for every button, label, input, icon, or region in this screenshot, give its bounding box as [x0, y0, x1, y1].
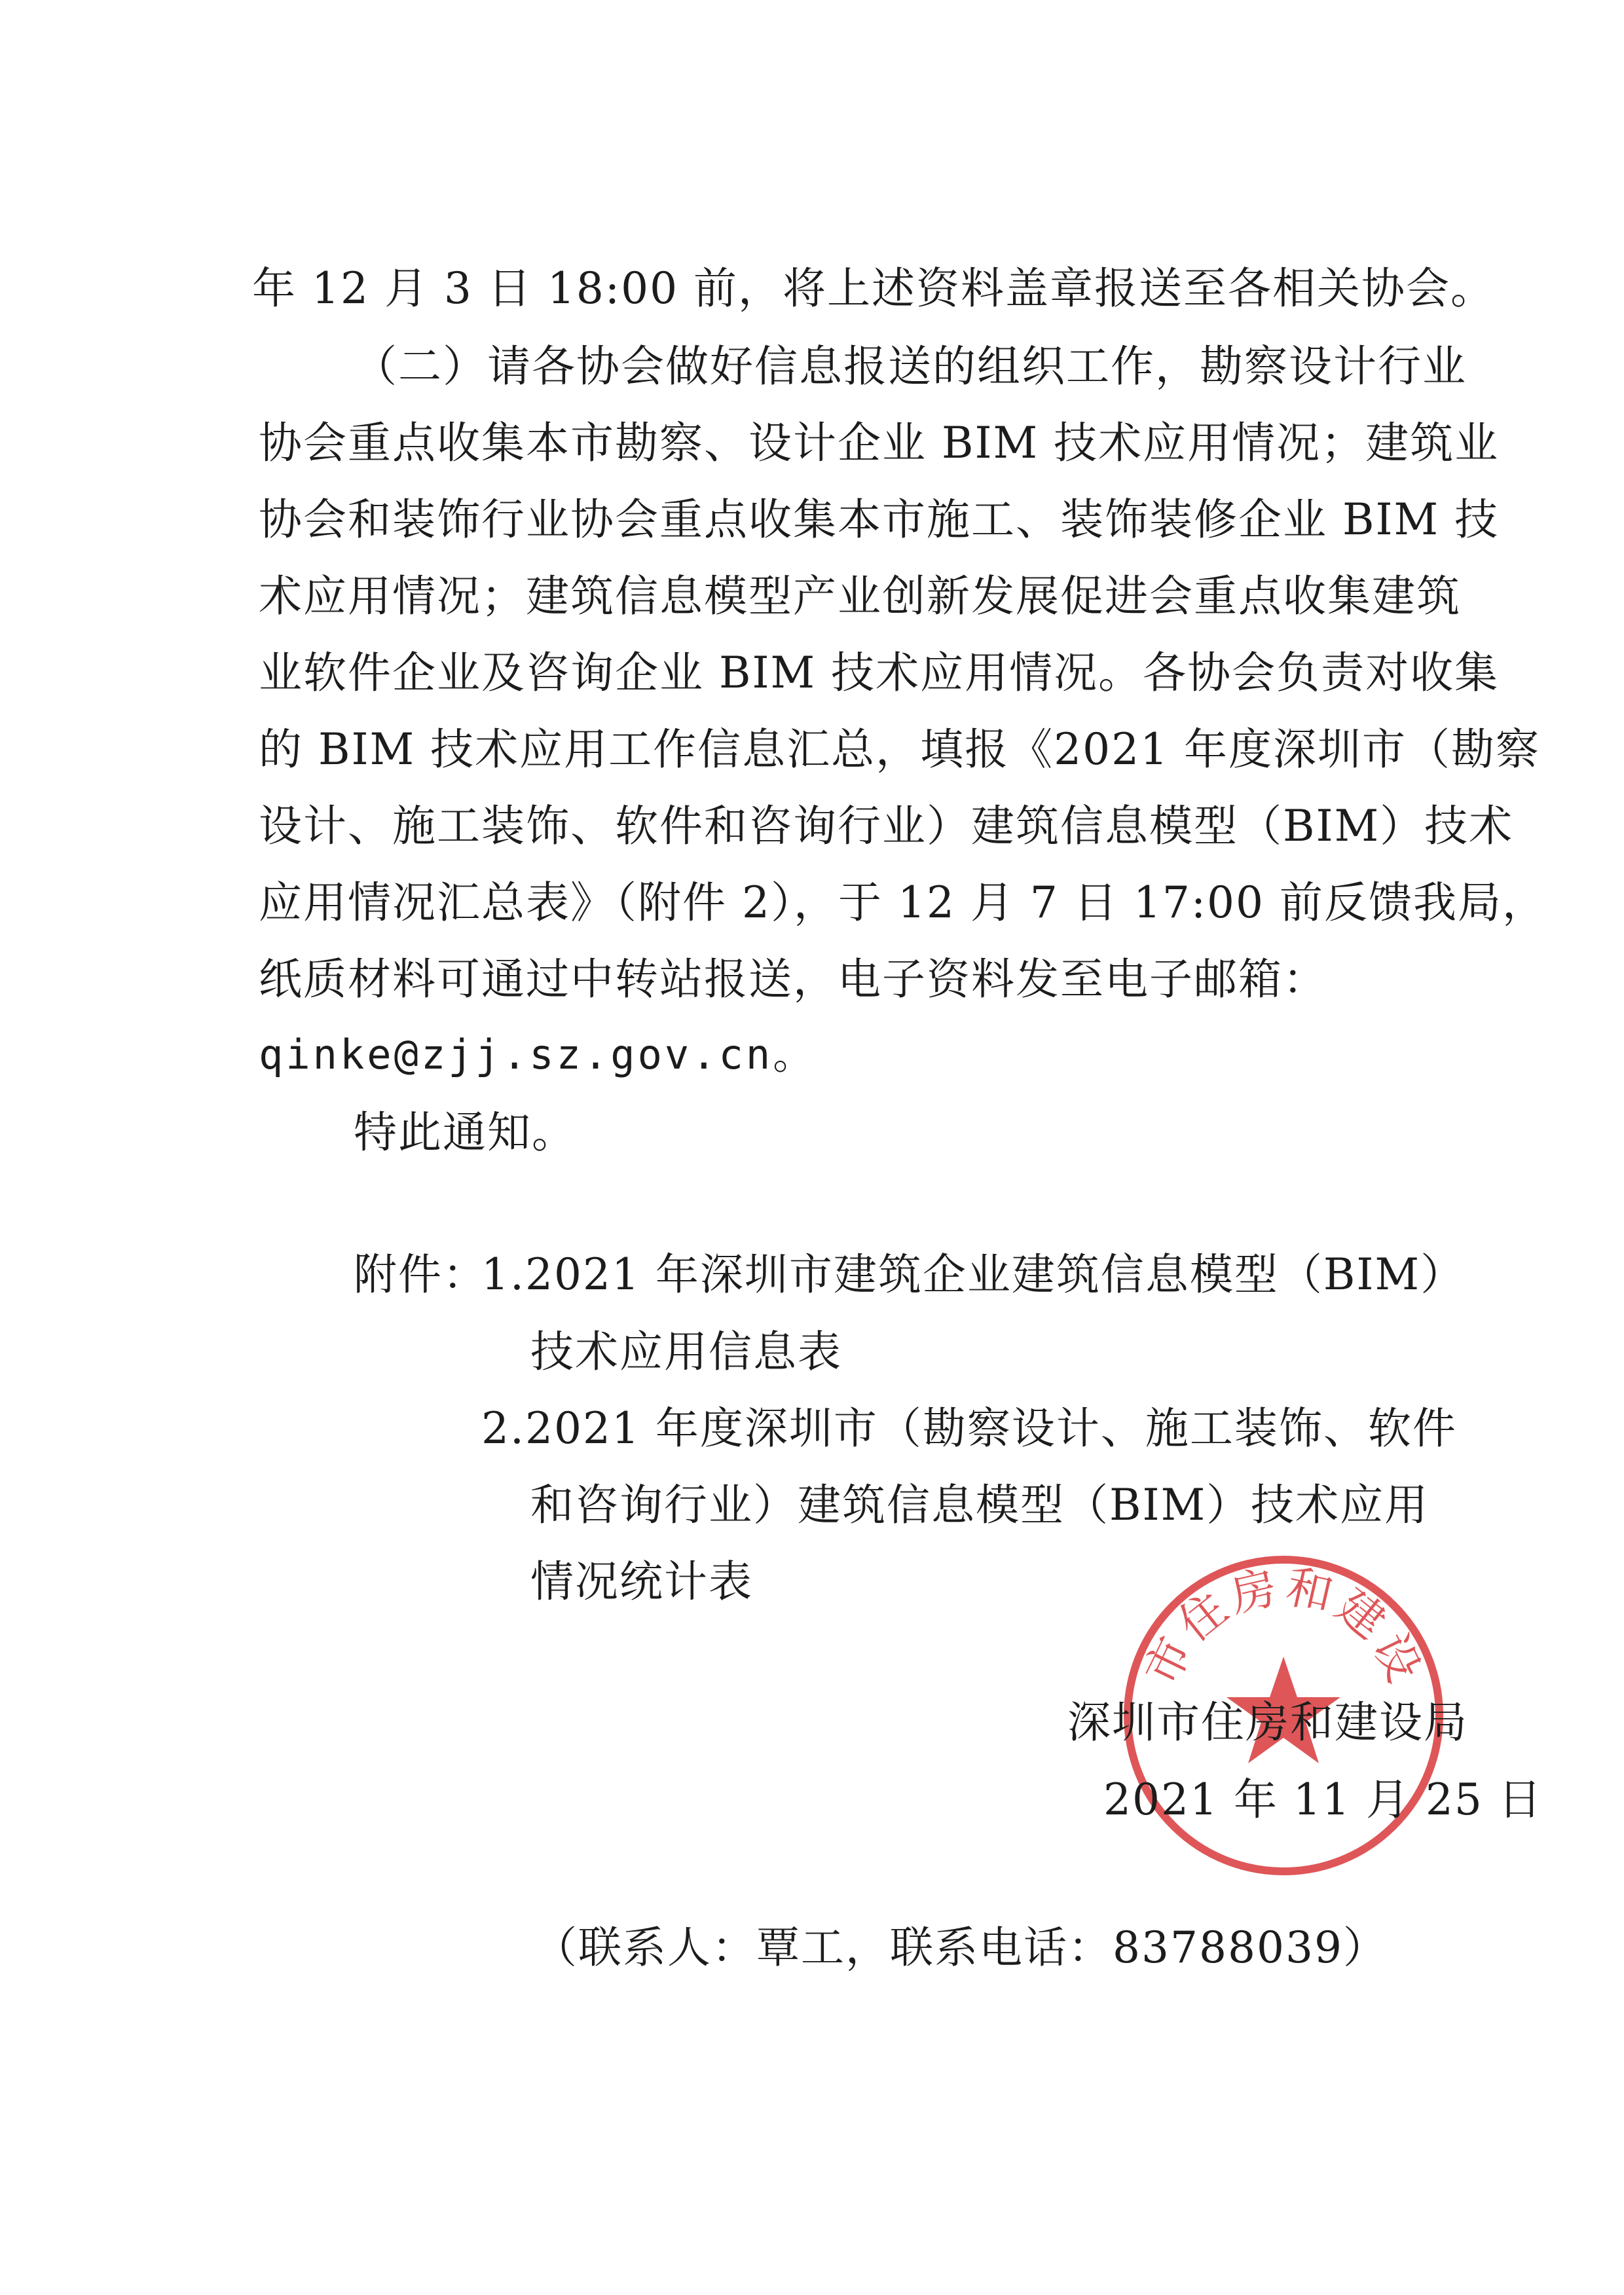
email-address: qinke@zjj.sz.gov.cn。 — [259, 1031, 817, 1078]
body-line: 术应用情况；建筑信息模型产业创新发展促进会重点收集建筑 — [259, 571, 1461, 621]
body-line: 纸质材料可通过中转站报送，电子资料发至电子邮箱： — [259, 954, 1327, 1004]
closing-remark: 特此通知。 — [354, 1107, 576, 1158]
issue-date: 2021 年 11 月 25 日 — [1103, 1774, 1543, 1825]
issuer-name: 深圳市住房和建设局 — [1067, 1697, 1468, 1748]
svg-text:市住房和建设: 市住房和建设 — [1134, 1559, 1433, 1694]
body-line: 年 12 月 3 日 18:00 前，将上述资料盖章报送至各相关协会。 — [252, 263, 1496, 314]
body-line: 业软件企业及咨询企业 BIM 技术应用情况。各协会负责对收集 — [259, 648, 1500, 698]
body-line: （二）请各协会做好信息报送的组织工作，勘察设计行业 — [354, 341, 1467, 392]
contact-info: （联系人：覃工，联系电话：83788039） — [534, 1922, 1388, 1973]
attachment-1-line-1: 1.2021 年深圳市建筑企业建筑信息模型（BIM） — [481, 1249, 1466, 1300]
attachments-label: 附件： — [354, 1249, 487, 1300]
body-line: 的 BIM 技术应用工作信息汇总，填报《2021 年度深圳市（勘察 — [259, 724, 1541, 775]
attachment-2-line-2: 和咨询行业）建筑信息模型（BIM）技术应用 — [530, 1480, 1430, 1530]
attachment-1-line-2: 技术应用信息表 — [530, 1327, 842, 1377]
body-line: 应用情况汇总表》（附件 2），于 12 月 7 日 17:00 前反馈我局， — [259, 877, 1547, 928]
body-line: 协会重点收集本市勘察、设计企业 BIM 技术应用情况；建筑业 — [259, 418, 1500, 468]
attachment-2-line-1: 2.2021 年度深圳市（勘察设计、施工装饰、软件 — [481, 1403, 1457, 1454]
body-line: 设计、施工装饰、软件和咨询行业）建筑信息模型（BIM）技术 — [259, 801, 1514, 851]
attachment-2-line-3: 情况统计表 — [530, 1556, 753, 1607]
body-line: 协会和装饰行业协会重点收集本市施工、装饰装修企业 BIM 技 — [259, 494, 1500, 545]
